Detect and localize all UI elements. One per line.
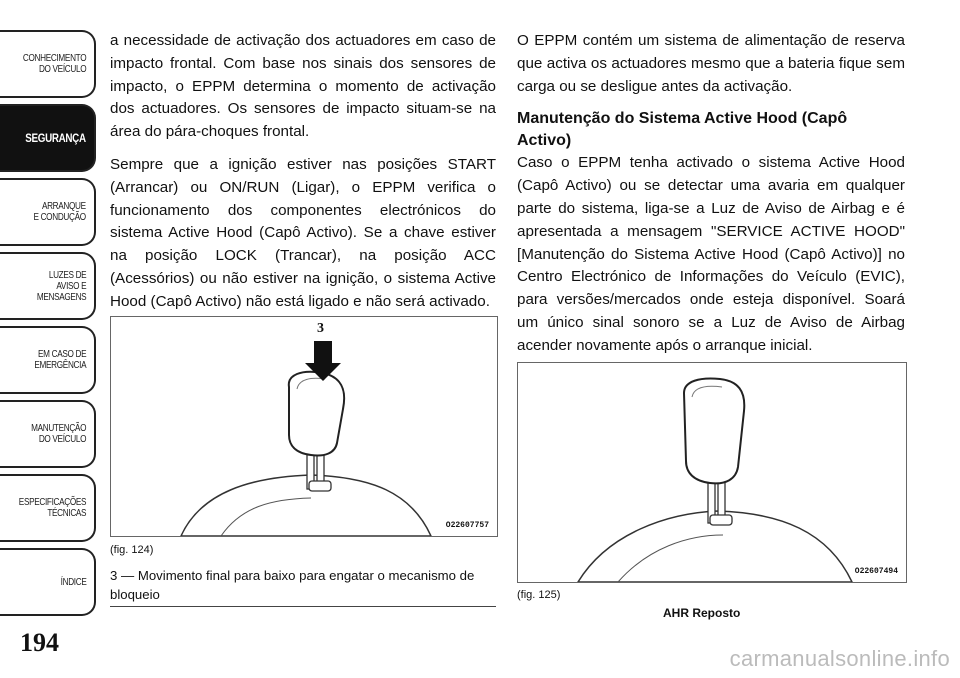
headrest-illustration: [518, 363, 906, 582]
paragraph: O EPPM contém um sistema de alimentação de reserva que activa os actuadores mesmo que a bateria fique sem carga ou se desligue antes da activação.: [517, 32, 905, 95]
tab-emergencia[interactable]: [0, 326, 96, 394]
paragraph: Sempre que a ignição estiver nas posições START (Arrancar) ou ON/RUN (Ligar), o EPPM verifica o funcionamento dos componentes electrónicos do sistema Active Hood (Capô Activo). Se a chave estiver na posição LOCK (Trancar), na posição ACC (Acessórios) ou não estiver na ignição, o sistema Active Hood (Capô Activo) não está ligado e não será activado.: [110, 155, 496, 310]
paragraph: Caso o EPPM tenha activado o sistema Active Hood (Capô Activo) ou se detectar uma avaria em qualquer parte do sistema, liga-se a Luz de Aviso de Airbag e é apresentada a mensagem "SERVICE ACTIVE HOOD" [Manutenção do Sistema Active Hood (Capô Activo)] no Centro Electrónico de Informações do Veículo (EVIC), para versões/mercados onde esteja disponível. Soará um único sinal sonoro se a Luz de Aviso de Airbag acender novamente após o arranque inicial.: [517, 154, 905, 354]
tab-indice[interactable]: [0, 548, 96, 616]
figure-124-label: (fig. 124): [110, 544, 154, 556]
tab-manutencao[interactable]: [0, 400, 96, 468]
tab-label: ESPECIFICAÇÕES TÉCNICAS: [18, 497, 86, 519]
figure-125-title: AHR Reposto: [663, 606, 741, 620]
tab-label: LUZES DE AVISO E MENSAGENS: [36, 269, 86, 303]
figure-125-label: (fig. 125): [517, 589, 561, 601]
tab-label: SEGURANÇA: [25, 130, 86, 145]
tab-label: CONHECIMENTO DO VEÍCULO: [22, 53, 86, 75]
watermark: carmanualsonline.info: [729, 646, 950, 671]
figure-code: O22607494: [854, 567, 898, 576]
page-number: 194: [20, 628, 59, 657]
right-column: [517, 30, 905, 368]
tab-label: ÍNDICE: [60, 576, 86, 588]
tab-label: ARRANQUE E CONDUÇÃO: [33, 201, 86, 223]
paragraph: a necessidade de activação dos actuadores em caso de impacto frontal. Com base nos sinais dos sensores de impacto, o EPPM determina o momento de activação dos actuadores. Os sensores de impacto situam-se na área do pára-choques frontal.: [110, 32, 496, 141]
figure-124-caption: 3 — Movimento final para baixo para engatar o mecanismo de bloqueio: [110, 566, 496, 607]
tab-arranque[interactable]: [0, 178, 96, 246]
tab-especificacoes[interactable]: [0, 474, 96, 542]
section-heading: Manutenção do Sistema Active Hood (Capô Activo): [517, 110, 848, 150]
tab-label: MANUTENÇÃO DO VEÍCULO: [30, 423, 86, 445]
figure-124-image: [110, 316, 498, 537]
figure-125-image: [517, 362, 907, 583]
tab-luzes[interactable]: [0, 252, 96, 320]
tab-label: EM CASO DE EMERGÊNCIA: [34, 349, 86, 371]
tab-conhecimento[interactable]: [0, 30, 96, 98]
figure-callout-3: 3: [317, 321, 324, 336]
tab-seguranca[interactable]: [0, 104, 96, 172]
left-column: [110, 30, 496, 324]
figure-code: O22607757: [445, 521, 489, 530]
headrest-illustration: [111, 317, 497, 536]
